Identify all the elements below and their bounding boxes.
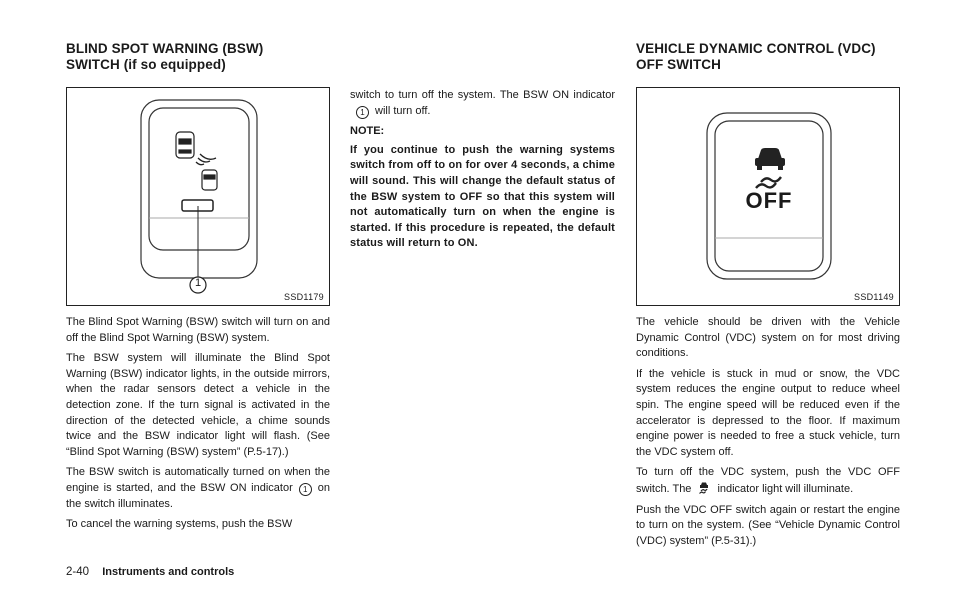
vdc-heading-line1: VEHICLE DYNAMIC CONTROL (VDC)	[636, 41, 876, 56]
bsw-heading-line2: SWITCH (if so equipped)	[66, 57, 226, 72]
vdc-heading-line2: OFF SWITCH	[636, 57, 721, 72]
paragraph: To turn off the VDC system, push the VDC OFF switch. The indicator light will illuminate.	[636, 466, 900, 495]
note-label: NOTE:	[350, 125, 385, 138]
page-footer	[66, 566, 234, 578]
paragraph: switch to turn off the system. The BSW ON indicator1 will turn off.	[350, 89, 615, 117]
paragraph: Push the VDC OFF switch again or restart the engine to turn on the system. (See “Vehicle Dynamic Control (VDC) system” (P.5-31).)	[636, 503, 900, 547]
vdc-off-label: OFF	[745, 188, 793, 213]
bsw-continued-text	[350, 88, 615, 257]
callout-number: 1	[194, 277, 202, 289]
paragraph: The BSW switch is automatically turned on when the engine is started, and the BSW ON indicator 1 on the switch illuminates.	[66, 466, 330, 510]
bsw-switch-figure	[66, 87, 330, 306]
figure-code: SSD1149	[854, 292, 894, 302]
vdc-switch-figure	[636, 87, 900, 306]
paragraph: The vehicle should be driven with the Vehicle Dynamic Control (VDC) system on for most driving conditions.	[636, 316, 900, 360]
callout-circle-icon: 1	[299, 483, 312, 496]
paragraph: To cancel the warning systems, push the BSW	[66, 518, 293, 531]
vdc-heading	[636, 41, 876, 73]
bsw-body-text	[66, 315, 330, 538]
vdc-body-text	[636, 315, 900, 554]
paragraph: If the vehicle is stuck in mud or snow, the VDC system reduces the engine output to reduce wheel spin. The engine speed will be reduced even if the accelerator is depressed to the floor. If maximum engine power is needed to free a stuck vehicle, turn the VDC system off.	[636, 367, 900, 458]
bsw-heading-line1: BLIND SPOT WARNING (BSW)	[66, 41, 264, 56]
vdc-off-indicator-icon	[697, 481, 711, 495]
paragraph: The BSW system will illuminate the Blind Spot Warning (BSW) indicator lights, in the outside mirrors, when the radar sensors detect a vehicle in the detection zone. If the turn signal is activated in the direction of the detected vehicle, a chime sounds twice and the BSW indicator light will flash. (See “Blind Spot Warning (BSW) system” (P.5-17).)	[66, 352, 330, 458]
section-title: Instruments and controls	[102, 566, 235, 578]
page-number: 2-40	[66, 566, 90, 578]
bsw-heading	[66, 41, 263, 73]
figure-code: SSD1179	[284, 292, 324, 302]
callout-circle-icon: 1	[356, 106, 369, 119]
bsw-switch-illustration	[67, 88, 329, 288]
paragraph: The Blind Spot Warning (BSW) switch will turn on and off the Blind Spot Warning (BSW) system.	[66, 316, 330, 344]
note-text: If you continue to push the warning systems switch from off to on for over 4 seconds, a chime will sound. This will change the default status of the BSW system to OFF so that this system will not automatically turn on when the engine is started. If this procedure is repeated, the default status will return to ON.	[350, 143, 615, 250]
